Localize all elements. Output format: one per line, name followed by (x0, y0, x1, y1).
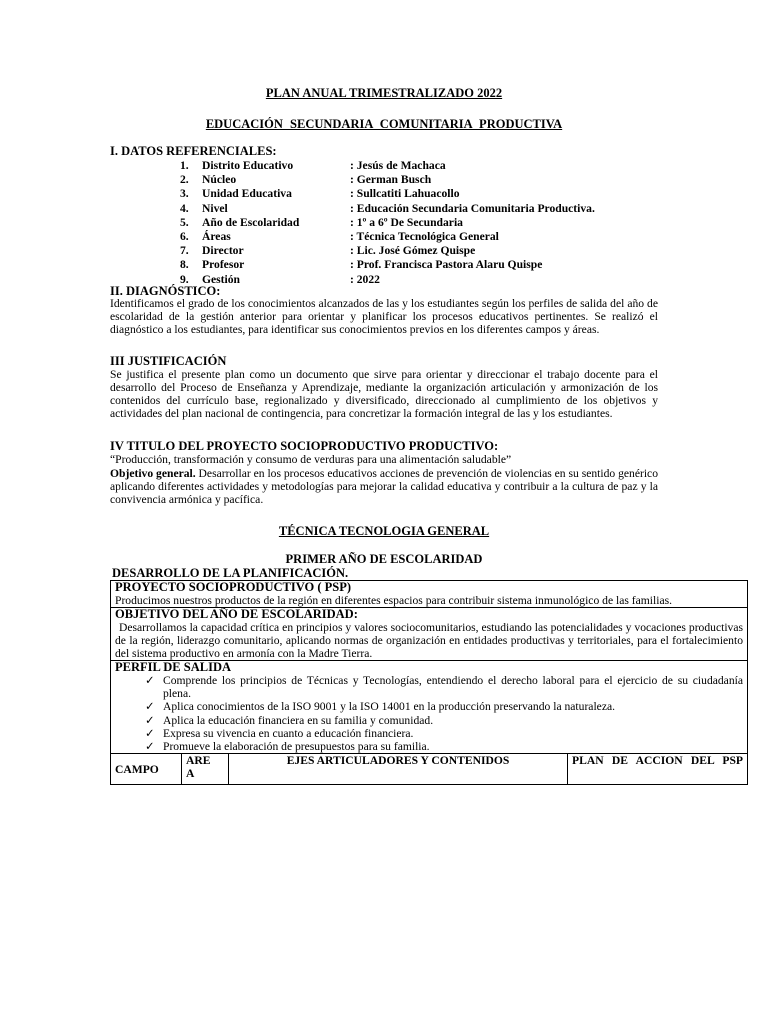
datos-item-number: 1. (180, 159, 189, 172)
datos-item (180, 230, 595, 244)
planificacion-heading: DESARROLLO DE LA PLANIFICACIÓN. (112, 566, 349, 580)
checkmark-icon: ✓ (145, 726, 155, 740)
datos-item-number: 9. (180, 272, 189, 286)
datos-item-number: 6. (180, 230, 189, 244)
year-title: PRIMER AÑO DE ESCOLARIDAD (285, 552, 483, 566)
datos-item-label: Núcleo (202, 173, 237, 187)
datos-item-number: 3. (180, 187, 189, 201)
section-title: TÉCNICA TECNOLOGIA GENERAL (278, 524, 490, 538)
datos-item (180, 258, 595, 272)
perfil-item-text: Aplica conocimientos de la ISO 9001 y la ISO 14001 en la producción preservando la naturaleza. (163, 700, 616, 714)
datos-item (180, 159, 595, 173)
perfil-item (145, 674, 743, 700)
col-campo: CAMPO (111, 754, 182, 785)
diagnostico-text: Identificamos el grado de los conocimientos alcanzados de las y los estudiantes según los perfiles de salida del año de escolaridad de la gestión anterior para orientar y planificar los procesos educativos pertinentes. Se realizó el diagnóstico a los estudiantes, para identificar sus conocimientos previos en los diferentes campos y áreas. (110, 297, 658, 336)
col-plan: PLAN DE ACCION DEL PSP (568, 754, 748, 785)
perfil-list (115, 674, 743, 753)
perfil-item (145, 727, 743, 740)
datos-item-value: : 1º a 6º De Secundaria (350, 215, 463, 229)
datos-item-number: 2. (180, 173, 189, 187)
perfil-item-text: Aplica la educación financiera en su familia y comunidad. (163, 713, 434, 727)
datos-item (180, 187, 595, 201)
datos-item-value: : Sullcatiti Lahuacollo (350, 187, 460, 201)
psp-heading: PROYECTO SOCIOPRODUCTIVO ( PSP) (115, 580, 351, 594)
datos-item-value: : German Busch (350, 173, 432, 187)
objetivo-text: Desarrollamos la capacidad crítica en principios y valores sociocomunitarios, estudiando las potencialidades y vocaciones productivas de la región, liderazgo comunitario, aplicando normas de organización en entidades productivas y territoriales, para el fortalecimiento del sistema productivo en armonía con la Madre Tierra. (115, 621, 743, 660)
datos-item-label: Director (202, 244, 244, 258)
proyecto-quote: “Producción, transformación y consumo de verduras para una alimentación saludable” (110, 453, 512, 466)
proyecto-heading: IV TITULO DEL PROYECTO SOCIOPRODUCTIVO PRODUCTIVO: (110, 439, 499, 453)
objetivo-heading: OBJETIVO DEL AÑO DE ESCOLARIDAD: (115, 607, 358, 621)
justificacion-text: Se justifica el presente plan como un documento que sirve para orientar y direccionar el trabajo docente para el desarrollo del Proceso de Enseñanza y Aprendizaje, mediante la organización articulación y armonización de los contenidos del currículo base, regionalizado y diversificado, direccionado al cumplimiento de los objetivos y actividades del plan nacional de contingencia, para concretizar la formación integral de las y los estudiantes. (110, 368, 658, 420)
objetivo-general (110, 468, 658, 507)
perfil-item-text: Comprende los principios de Técnicas y Tecnologías, entendiendo el derecho laboral para el ejercicio de su ciudadanía plena. (163, 674, 743, 701)
datos-item-label: Nivel (202, 201, 228, 215)
psp-text: Producimos nuestros productos de la región en diferentes espacios para contribuir sistema inmunológico de las familias. (115, 594, 673, 607)
datos-item-label: Unidad Educativa (202, 187, 292, 201)
planificacion-table (110, 580, 748, 785)
datos-item (180, 216, 595, 230)
checkmark-icon: ✓ (145, 713, 155, 727)
objetivo-cell (111, 608, 748, 661)
datos-item-label: Distrito Educativo (202, 159, 294, 172)
perfil-item (145, 700, 743, 713)
objetivo-general-text: Desarrollar en los procesos educativos acciones de prevención de violencias en su sentido genérico aplicando diferentes actividades y metodologías para mejorar la calidad educativa y contribuir a la cultura de paz y la convivencia armónica y pacífica. (110, 467, 658, 506)
datos-item-value: : Jesús de Machaca (350, 159, 446, 172)
datos-item-label: Profesor (202, 258, 245, 272)
perfil-item-text: Expresa su vivencia en cuanto a educación financiera. (163, 726, 414, 740)
checkmark-icon: ✓ (145, 674, 155, 687)
table-header-row (111, 754, 748, 785)
checkmark-icon: ✓ (145, 700, 155, 714)
datos-item (180, 273, 595, 287)
datos-item-label: Gestión (202, 272, 241, 286)
col-area-line2: A (186, 767, 195, 781)
perfil-item (145, 714, 743, 727)
checkmark-icon: ✓ (145, 740, 155, 754)
datos-item-value: : Lic. José Gómez Quispe (350, 244, 476, 258)
datos-item-value: : 2022 (350, 272, 380, 286)
objetivo-general-label: Objetivo general. (110, 467, 196, 480)
document-subtitle: EDUCACIÓN SECUNDARIA COMUNITARIA PRODUCTIVA (205, 117, 563, 131)
justificacion-heading: III JUSTIFICACIÓN (110, 354, 227, 368)
datos-item-value: : Educación Secundaria Comunitaria Productiva. (350, 201, 595, 215)
perfil-heading: PERFIL DE SALIDA (115, 660, 231, 674)
col-area (182, 754, 229, 785)
document-title: PLAN ANUAL TRIMESTRALIZADO 2022 (265, 86, 503, 100)
datos-item (180, 202, 595, 216)
perfil-item (145, 740, 743, 753)
datos-item-value: : Técnica Tecnológica General (350, 230, 499, 244)
datos-item-number: 5. (180, 215, 189, 229)
diagnostico-heading: II. DIAGNÓSTICO: (110, 284, 221, 298)
datos-list (180, 159, 595, 287)
perfil-item-text: Promueve la elaboración de presupuestos para su familia. (163, 740, 430, 754)
datos-item-label: Año de Escolaridad (202, 215, 300, 229)
col-area-line1: ARE (186, 754, 211, 768)
datos-item-value: : Prof. Francisca Pastora Alaru Quispe (350, 258, 543, 272)
psp-cell (111, 581, 748, 608)
datos-item-number: 8. (180, 258, 189, 272)
datos-item (180, 244, 595, 258)
datos-item-number: 7. (180, 244, 189, 258)
col-ejes: EJES ARTICULADORES Y CONTENIDOS (229, 754, 568, 785)
datos-item-label: Áreas (202, 230, 231, 244)
datos-heading: I. DATOS REFERENCIALES: (110, 144, 277, 158)
perfil-cell (111, 661, 748, 754)
datos-item-number: 4. (180, 201, 189, 215)
datos-item (180, 173, 595, 187)
